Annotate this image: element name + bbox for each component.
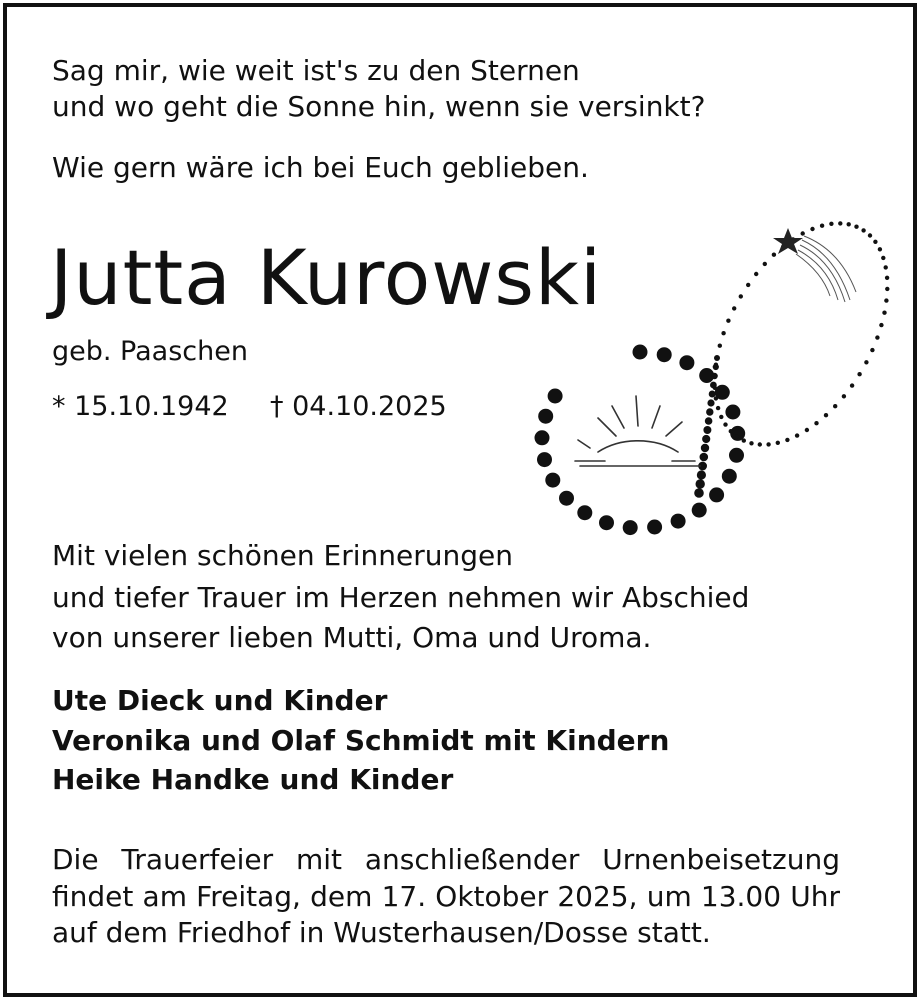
infinity-small-dot [885,276,889,280]
infinity-small-dot [721,331,725,335]
infinity-dot [707,399,714,406]
infinity-dot [714,355,720,361]
infinity-small-dot [742,438,746,442]
infinity-small-dot [814,421,818,425]
message-line-2: und tiefer Trauer im Herzen nehmen wir Abschied [52,581,750,614]
infinity-small-dot [732,306,736,310]
infinity-dot [679,355,694,370]
infinity-dot [709,391,716,398]
infinity-small-dot [864,360,868,364]
mourner-2: Veronika und Olaf Schmidt mit Kindern [52,724,670,757]
verse-line-1: Sag mir, wie weit ist's zu den Sternen [52,54,580,87]
message-line-3: von unserer lieben Mutti, Oma und Uroma. [52,621,652,654]
infinity-small-dot [739,294,743,298]
infinity-small-dot [735,434,739,438]
infinity-small-dot [824,413,828,417]
sunset-icon [575,396,700,466]
infinity-dot [697,470,706,479]
infinity-small-dot [749,441,753,445]
infinity-small-dot [716,406,720,410]
infinity-small-dot [805,428,809,432]
death-date: † 04.10.2025 [270,391,447,422]
infinity-small-dot [884,265,888,269]
infinity-dot [623,520,638,535]
infinity-small-dot [842,394,846,398]
infinity-small-dot [754,272,758,276]
infinity-dots-sunset-shooting-star-icon [520,190,900,550]
infinity-dot [633,345,648,360]
infinity-small-dot [879,323,883,327]
infinity-small-dot [850,383,854,387]
infinity-dot [725,405,740,420]
infinity-dot [705,417,713,425]
message-line-1: Mit vielen schönen Erinnerungen [52,539,513,572]
shooting-star-icon [773,228,856,302]
infinity-small-dot [746,283,750,287]
infinity-dot [538,409,553,424]
infinity-small-dot [810,227,814,231]
deceased-name: Jutta Kurowski [50,233,603,322]
infinity-small-dot [875,335,879,339]
infinity-dot [709,487,724,502]
infinity-small-dot [718,344,722,348]
infinity-dots [535,221,890,535]
ceremony-line-2: findet am Freitag, dem 17. Oktober 2025, um 13.00 Uhr [52,880,840,913]
infinity-small-dot [829,222,833,226]
infinity-dot [535,430,550,445]
infinity-small-dot [881,256,885,260]
infinity-small-dot [873,240,877,244]
infinity-dot [559,491,574,506]
infinity-small-dot [795,433,799,437]
infinity-small-dot [723,422,727,426]
infinity-dot [657,347,672,362]
infinity-dot [599,515,614,530]
mourner-3: Heike Handke und Kinder [52,763,454,796]
infinity-dot [706,408,713,415]
infinity-dot [545,473,560,488]
verse-line-2: und wo geht die Sonne hin, wenn sie versinkt? [52,90,706,123]
infinity-small-dot [885,287,889,291]
infinity-small-dot [801,231,805,235]
infinity-dot [729,448,744,463]
infinity-small-dot [714,396,718,400]
infinity-dot [694,488,704,498]
infinity-dot [671,514,686,529]
infinity-dot [711,373,717,379]
infinity-dot [702,435,710,443]
infinity-dot [647,520,662,535]
infinity-small-dot [726,319,730,323]
infinity-small-dot [854,225,858,229]
infinity-small-dot [838,221,842,225]
infinity-dot [548,389,563,404]
infinity-small-dot [857,372,861,376]
infinity-small-dot [763,262,767,266]
infinity-dot [713,364,719,370]
infinity-small-dot [833,404,837,408]
infinity-small-dot [870,348,874,352]
infinity-small-dot [719,415,723,419]
infinity-small-dot [776,441,780,445]
ceremony-line-1: Die Trauerfeier mit anschließender Urnenbeisetzung [52,843,840,876]
infinity-dot [696,479,705,488]
infinity-dot [710,382,717,389]
infinity-dot [537,452,552,467]
infinity-small-dot [882,311,886,315]
maiden-name: geb. Paaschen [52,336,248,367]
infinity-small-dot [820,224,824,228]
infinity-small-dot [758,442,762,446]
mourner-1: Ute Dieck und Kinder [52,684,388,717]
infinity-small-dot [772,253,776,257]
infinity-small-dot [884,298,888,302]
infinity-small-dot [766,442,770,446]
infinity-dot [701,444,709,452]
infinity-small-dot [861,228,865,232]
infinity-small-dot [847,222,851,226]
infinity-small-dot [878,247,882,251]
infinity-dot [722,469,737,484]
infinity-dot [692,503,707,518]
infinity-dot [703,426,711,434]
infinity-small-dot [868,233,872,237]
infinity-dot [577,505,592,520]
ceremony-line-3: auf dem Friedhof in Wusterhausen/Dosse statt. [52,916,711,949]
infinity-small-dot [785,438,789,442]
infinity-dot [700,453,709,462]
infinity-small-dot [729,429,733,433]
verse-line-3: Wie gern wäre ich bei Euch geblieben. [52,151,589,184]
birth-date: * 15.10.1942 [52,391,229,422]
